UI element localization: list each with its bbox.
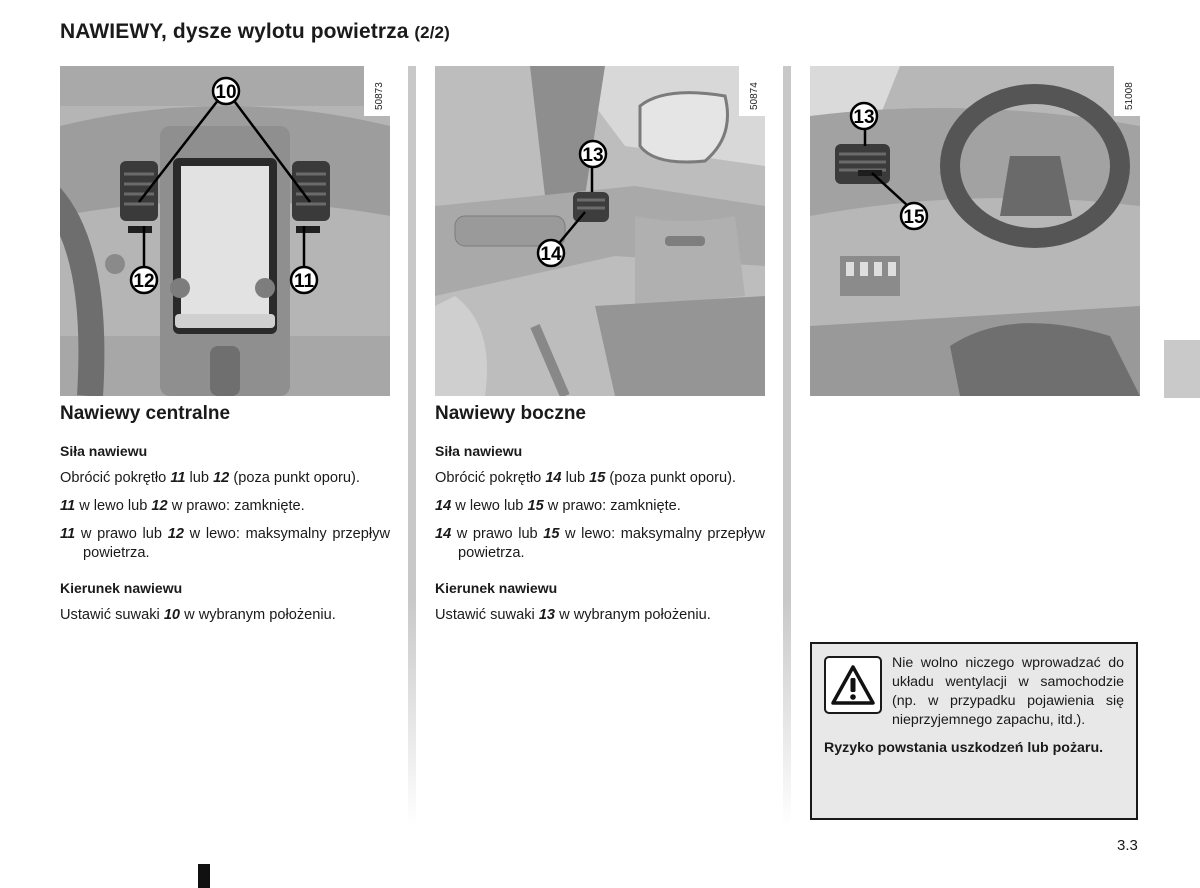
paragraph-closed: 11 w lewo lub 12 w prawo: zamknięte.: [60, 498, 305, 514]
callout-15: [901, 203, 927, 229]
svg-text:13: 13: [853, 107, 875, 128]
side-vents-section: [435, 400, 765, 625]
page-edge-mark: [198, 864, 210, 888]
direction-heading: Kierunek nawiewu: [60, 580, 183, 596]
svg-text:10: 10: [215, 82, 237, 103]
svg-text:12: 12: [133, 271, 155, 292]
figure-side-vents: [435, 66, 765, 396]
svg-text:13: 13: [582, 145, 604, 166]
figure-driver-vent: [810, 66, 1140, 396]
page-number: 3.3: [1117, 837, 1138, 854]
warning-box: [810, 642, 1138, 820]
warning-text: Nie wolno niczego wprowadzać do układu wentylacji w samochodzie (np. w przypadku pojawienia się nieprzyjemnego zapachu, itd.).: [892, 655, 1124, 728]
column-divider: [408, 66, 416, 826]
figure-code: 51008: [1124, 82, 1135, 110]
strength-heading: Siła nawiewu: [435, 443, 523, 459]
section-title: Nawiewy boczne: [435, 403, 586, 424]
paragraph-direction: Ustawić suwaki 13 w wybranym położeniu.: [435, 607, 711, 623]
paragraph-turn-knob: Obrócić pokrętło 11 lub 12 (poza punkt oporu).: [60, 470, 360, 486]
page-title-text: NAWIEWY, dysze wylotu powietrza: [60, 20, 409, 43]
figure-code: 50874: [749, 82, 760, 110]
page-title-part: (2/2): [414, 23, 450, 42]
callout-14: [538, 240, 564, 266]
section-title: Nawiewy centralne: [60, 403, 231, 424]
svg-text:11: 11: [293, 271, 315, 292]
column-divider: [783, 66, 791, 826]
paragraph-max-flow: 11 w prawo lub 12 w lewo: maksymalny przepływ powietrza.: [60, 526, 390, 561]
strength-heading: Siła nawiewu: [60, 443, 148, 459]
page-title: [60, 20, 450, 44]
callout-12: [131, 267, 157, 293]
figure-code: 50873: [374, 82, 385, 110]
warning-triangle-icon: [824, 656, 882, 714]
central-vents-section: [60, 400, 390, 625]
direction-heading: Kierunek nawiewu: [435, 580, 558, 596]
callout-10: [213, 78, 239, 104]
callout-13: [851, 103, 877, 129]
paragraph-closed: 14 w lewo lub 15 w prawo: zamknięte.: [435, 498, 681, 514]
svg-text:14: 14: [540, 244, 562, 265]
callout-13: [580, 141, 606, 167]
paragraph-max-flow: 14 w prawo lub 15 w lewo: maksymalny przepływ powietrza.: [435, 526, 765, 561]
chapter-tab: [1164, 340, 1200, 398]
figure-central-vents: [60, 66, 390, 396]
paragraph-direction: Ustawić suwaki 10 w wybranym położeniu.: [60, 607, 336, 623]
paragraph-turn-knob: Obrócić pokrętło 14 lub 15 (poza punkt oporu).: [435, 470, 736, 486]
svg-text:15: 15: [903, 207, 925, 228]
warning-emphasis: Ryzyko powstania uszkodzeń lub pożaru.: [824, 740, 1104, 756]
callout-11: [291, 267, 317, 293]
